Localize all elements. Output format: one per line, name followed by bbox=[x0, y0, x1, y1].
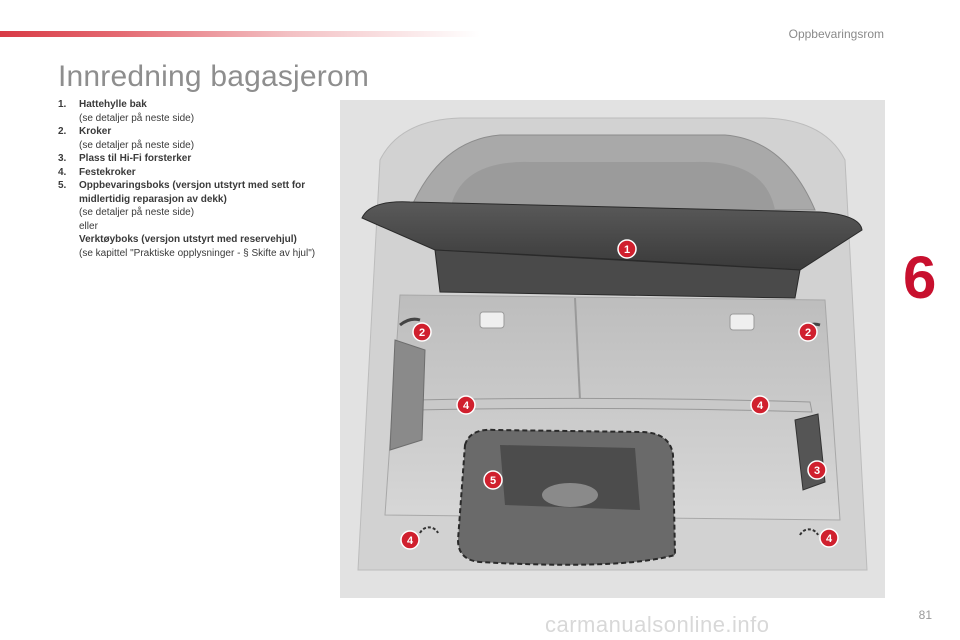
legend-label: Plass til Hi-Fi forsterker bbox=[79, 153, 192, 164]
legend-item-2 bbox=[58, 125, 320, 152]
callout-3 bbox=[808, 461, 826, 479]
legend-label: Hattehylle bak bbox=[79, 99, 147, 110]
callout-4-mid-right bbox=[751, 396, 769, 414]
trunk-drawing bbox=[340, 100, 885, 598]
legend-alt-label: Verktøyboks (versjon utstyrt med reservehjul) bbox=[79, 234, 297, 245]
legend-subtext: (se detaljer på neste side) bbox=[79, 207, 195, 218]
svg-text:2: 2 bbox=[418, 327, 426, 339]
svg-text:4: 4 bbox=[406, 535, 414, 547]
legend-subtext: eller bbox=[79, 220, 98, 232]
callout-2-right bbox=[799, 323, 817, 341]
legend-number: 1. bbox=[58, 99, 67, 110]
callout-4-mid-left bbox=[457, 396, 475, 414]
legend-list bbox=[58, 98, 320, 260]
legend-alt-subtext: (se kapittel "Praktiske opplysninger - § Skifte av hjul") bbox=[79, 247, 316, 259]
svg-text:3: 3 bbox=[813, 465, 821, 477]
legend-number: 2. bbox=[58, 126, 67, 137]
svg-text:5: 5 bbox=[489, 475, 497, 487]
legend-item-1 bbox=[58, 98, 320, 125]
legend-number: 4. bbox=[58, 166, 67, 178]
legend-label: Festekroker bbox=[79, 166, 136, 178]
section-label: Oppbevaringsrom bbox=[788, 27, 884, 41]
svg-text:4: 4 bbox=[825, 533, 833, 545]
legend-label: Oppbevaringsboks (versjon utstyrt med sett for midlertidig reparasjon av dekk) bbox=[79, 180, 306, 205]
legend-subtext: (se detaljer på neste side) bbox=[79, 112, 195, 124]
callout-1 bbox=[618, 240, 636, 258]
page-title: Innredning bagasjerom bbox=[58, 60, 370, 93]
callout-2-left bbox=[413, 323, 431, 341]
legend-item-3 bbox=[58, 152, 320, 166]
svg-text:4: 4 bbox=[462, 400, 470, 412]
trunk-illustration bbox=[340, 100, 885, 598]
legend-subtext: (se detaljer på neste side) bbox=[79, 139, 195, 151]
legend-number: 5. bbox=[58, 180, 67, 191]
callout-5 bbox=[484, 471, 502, 489]
chapter-number: 6 bbox=[903, 244, 937, 311]
page-number: 81 bbox=[918, 608, 932, 622]
callout-4-low-left bbox=[401, 531, 419, 549]
legend-item-4 bbox=[58, 166, 320, 180]
legend-label: Kroker bbox=[79, 126, 112, 137]
legend-item-5 bbox=[58, 179, 320, 260]
callout-4-low-right bbox=[820, 529, 838, 547]
svg-text:4: 4 bbox=[756, 400, 764, 412]
watermark: carmanualsonline.info bbox=[545, 612, 770, 637]
legend-number: 3. bbox=[58, 153, 67, 164]
svg-text:1: 1 bbox=[623, 244, 631, 256]
svg-text:2: 2 bbox=[804, 327, 812, 339]
header-accent-bar bbox=[0, 31, 480, 37]
